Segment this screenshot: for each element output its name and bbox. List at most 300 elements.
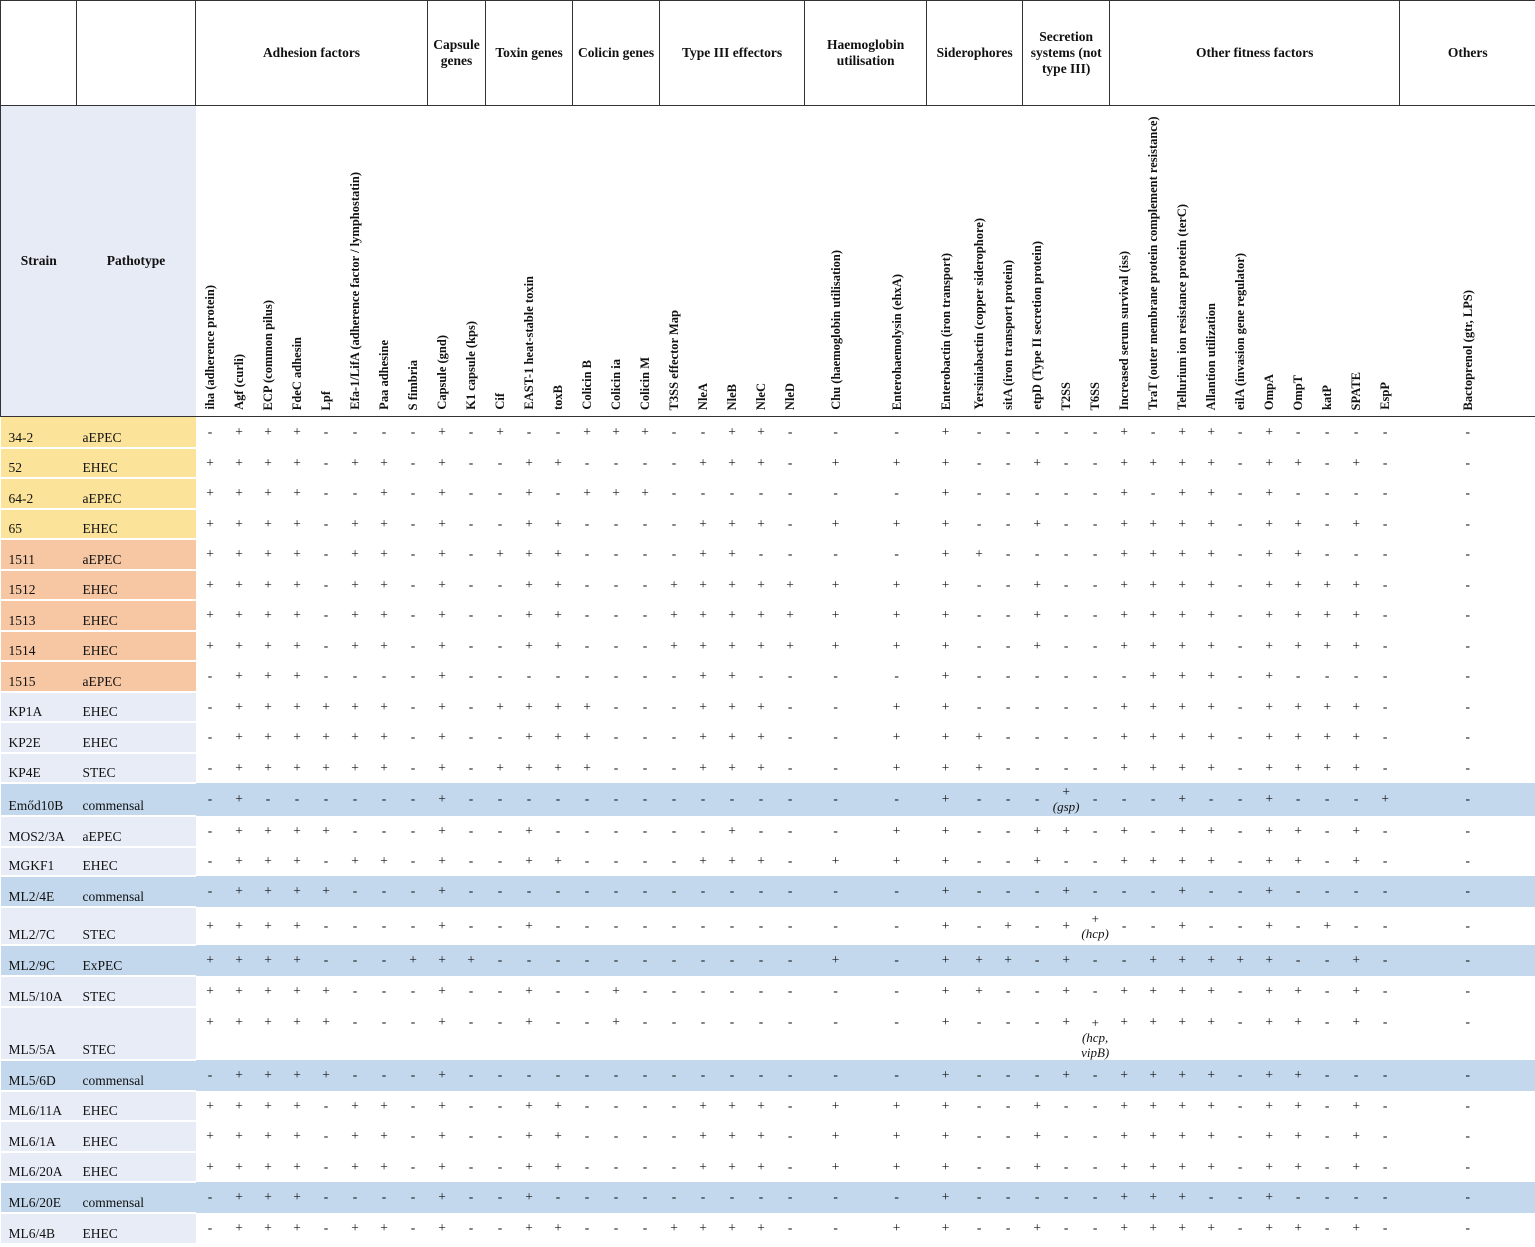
value-cell: + [525, 823, 533, 838]
value-cell: - [1371, 1182, 1400, 1213]
value-cell: - [758, 546, 764, 561]
value-cell: - [497, 454, 503, 470]
value-cell: - [1382, 759, 1388, 775]
value-cell: - [457, 876, 486, 907]
value-cell: + [525, 546, 533, 561]
gene-column-header [1023, 106, 1052, 417]
value-cell: + [927, 1060, 965, 1091]
value-cell: + [1178, 698, 1186, 714]
value-cell: - [894, 1013, 899, 1029]
value-cell: - [1237, 917, 1243, 933]
value-cell: + [1178, 853, 1186, 868]
value-cell: - [584, 917, 590, 933]
value-cell: - [555, 424, 561, 440]
value-cell: - [352, 485, 358, 500]
value-cell: - [671, 698, 677, 714]
value-cell: - [1092, 823, 1098, 838]
value-cell: + [941, 1158, 950, 1174]
gene-column-header [1284, 106, 1313, 417]
value-cell: - [381, 983, 387, 998]
value-cell: + [1149, 668, 1157, 683]
value-cell: + [941, 1128, 950, 1143]
value-cell: - [1465, 1158, 1470, 1174]
value-cell: - [573, 876, 602, 907]
value-cell: - [468, 454, 474, 470]
gene-label: EAST-1 heat-stable toxin [522, 276, 537, 410]
value-cell: + [1294, 823, 1302, 838]
value-cell: + [525, 1220, 533, 1235]
value-cell: - [1237, 853, 1243, 868]
value-cell: + [293, 637, 301, 653]
value-cell: + [892, 454, 901, 470]
value-cell: + [941, 546, 950, 561]
value-cell: + [351, 637, 359, 653]
value-cell: + [831, 607, 840, 622]
value-cell: - [1063, 576, 1069, 592]
value-cell: - [671, 983, 677, 998]
value-cell: + [699, 759, 707, 775]
value-cell: - [254, 783, 283, 816]
gene-label: SPATE [1349, 371, 1364, 410]
value-cell: - [573, 1060, 602, 1091]
value-cell: + [554, 698, 562, 714]
value-cell: + [554, 607, 562, 622]
value-cell: - [555, 668, 561, 683]
value-cell: - [976, 1158, 982, 1174]
value-cell: - [352, 983, 358, 998]
value-cell: + [1120, 454, 1128, 470]
value-cell: + [351, 1128, 359, 1143]
gene-label: T6SS [1088, 381, 1103, 410]
value-cell: + [554, 576, 562, 592]
value-cell: + [1207, 729, 1215, 744]
value-cell: + [699, 729, 707, 744]
value-cell: - [1465, 546, 1470, 561]
value-cell: + [941, 729, 950, 744]
pathotype-cell: aEPEC [77, 478, 196, 509]
value-cell: + [283, 945, 312, 976]
value-cell: + [1207, 607, 1215, 622]
value-cell: - [468, 1097, 474, 1113]
value-cell: + [1265, 546, 1273, 561]
value-cell: + [892, 698, 901, 714]
value-cell: - [613, 546, 619, 561]
value-cell: - [584, 454, 590, 470]
value-cell: + [264, 515, 272, 531]
pathotype-cell: EHEC [77, 509, 196, 539]
value-cell: + [1149, 637, 1157, 653]
value-cell: - [1092, 546, 1098, 561]
value-cell: + [264, 1158, 272, 1174]
value-cell: - [410, 698, 416, 714]
value-cell [1081, 907, 1110, 945]
value-cell: - [410, 1097, 416, 1113]
value-cell: + [293, 668, 301, 683]
value-cell: - [497, 637, 503, 653]
value-cell: - [1465, 729, 1470, 744]
value-cell: - [976, 576, 982, 592]
value-cell: - [1063, 1158, 1069, 1174]
value-cell: - [1313, 783, 1342, 816]
value-cell: - [370, 876, 399, 907]
table-row [1, 945, 1535, 976]
value-cell: - [410, 823, 416, 838]
table-row [1, 753, 1535, 783]
value-cell: + [1033, 1158, 1041, 1174]
value-cell: + [1120, 1097, 1128, 1113]
value-cell: - [1005, 823, 1011, 838]
value-cell: - [399, 1060, 428, 1091]
value-cell: - [1005, 1220, 1011, 1235]
gene-column-header [631, 106, 660, 417]
value-cell: - [468, 515, 474, 531]
value-cell: + [831, 515, 840, 531]
value-cell: - [1110, 945, 1139, 976]
value-cell: - [700, 424, 706, 440]
value-cell: - [1005, 607, 1011, 622]
value-cell: + [1352, 729, 1360, 744]
value-cell: + [1139, 1182, 1168, 1213]
value-cell: - [1237, 698, 1243, 714]
value-cell: + [612, 1013, 620, 1029]
value-cell: + [1265, 698, 1273, 714]
value-cell: + [583, 698, 591, 714]
value-cell: - [976, 1220, 982, 1235]
value-cell: - [833, 729, 838, 744]
value-cell: - [1150, 424, 1156, 440]
table-row [1, 448, 1535, 478]
table-row [1, 478, 1535, 509]
value-cell: - [468, 983, 474, 998]
value-cell: - [833, 1220, 838, 1235]
value-cell: + [525, 1013, 533, 1029]
value-cell: - [1092, 729, 1098, 744]
value-cell: + [293, 853, 301, 868]
value-cell: - [1295, 917, 1301, 933]
value-cell: - [207, 729, 213, 744]
pathotype-cell: EHEC [77, 847, 196, 876]
value-cell: - [1063, 424, 1069, 440]
value-cell: - [1295, 485, 1301, 500]
value-cell: - [1237, 485, 1243, 500]
value-cell: - [207, 668, 213, 683]
value-cell: - [1382, 1158, 1388, 1174]
value-cell: + [728, 853, 736, 868]
table-row [1, 847, 1535, 876]
value-cell: + [757, 576, 765, 592]
value-cell: - [1400, 1060, 1535, 1091]
value-cell: - [207, 1220, 213, 1235]
value-cell: - [976, 1013, 982, 1029]
value-cell: - [805, 1060, 867, 1091]
value-cell: + [235, 515, 243, 531]
value-cell: - [323, 637, 329, 653]
table-row [1, 1060, 1535, 1091]
gene-column-header [1110, 106, 1139, 417]
value-cell: - [689, 1182, 718, 1213]
value-cell: - [323, 1097, 329, 1113]
value-cell: - [1092, 668, 1098, 683]
value-cell: + [206, 515, 214, 531]
value-cell: + [1110, 1182, 1139, 1213]
value-cell: - [1353, 546, 1359, 561]
gene-column-header [457, 106, 486, 417]
value-cell: - [1324, 424, 1330, 440]
value-cell: - [1226, 1182, 1255, 1213]
value-cell: - [642, 1097, 648, 1113]
value-cell: + [457, 945, 486, 976]
value-cell: - [1382, 698, 1388, 714]
value-cell: - [584, 1158, 590, 1174]
value-cell: + [351, 546, 359, 561]
value-cell: + [1323, 698, 1331, 714]
gene-column-header [805, 106, 867, 417]
pathotype-cell: STEC [77, 753, 196, 783]
value-cell: + [1294, 698, 1302, 714]
gene-label: EspP [1378, 382, 1393, 410]
value-cell: - [555, 983, 561, 998]
value-cell: + [438, 637, 446, 653]
gene-column-header [254, 106, 283, 417]
value-cell: + [612, 983, 620, 998]
strain-cell: 65 [1, 509, 77, 539]
value-cell: - [468, 823, 474, 838]
value-cell: + [1120, 729, 1128, 744]
gene-label: Bactoprenol (gtr, LPS) [1460, 289, 1475, 410]
value-cell: - [1324, 1013, 1330, 1029]
value-cell: - [381, 917, 387, 933]
value-cell: - [787, 485, 793, 500]
value-cell: - [602, 1060, 631, 1091]
group-header: Haemoglobin utilisation [805, 1, 927, 106]
strain-cell: ML6/1A [1, 1121, 77, 1152]
value-cell: + [438, 917, 446, 933]
value-cell: - [758, 485, 764, 500]
gene-column-header [515, 106, 544, 417]
value-cell: - [613, 454, 619, 470]
value-cell: - [1382, 729, 1388, 744]
value-cell: - [787, 1158, 793, 1174]
value-cell: + [235, 1220, 243, 1235]
value-cell: + [235, 1097, 243, 1113]
value-cell: - [381, 668, 387, 683]
gene-label: Cif [493, 393, 508, 410]
value-cell: + [670, 1220, 678, 1235]
value-cell: - [497, 1097, 503, 1113]
value-cell: + [1207, 698, 1215, 714]
value-cell: + [757, 1097, 765, 1113]
value-cell: - [399, 876, 428, 907]
value-cell: - [894, 546, 899, 561]
value-cell: + [728, 1128, 736, 1143]
value-cell: - [497, 983, 503, 998]
value-cell: + [757, 853, 765, 868]
value-cell: - [515, 1060, 544, 1091]
value-cell: - [1005, 424, 1011, 440]
value-cell: - [1324, 668, 1330, 683]
value-cell: + [757, 637, 765, 653]
value-cell [1052, 783, 1081, 816]
value-cell: - [976, 424, 982, 440]
value-cell: + [428, 945, 457, 976]
value-cell: - [410, 668, 416, 683]
value-cell: + [1294, 454, 1302, 470]
value-cell: - [660, 1060, 689, 1091]
value-cell: + [1052, 1060, 1081, 1091]
value-cell: - [805, 876, 867, 907]
value-cell: - [976, 823, 982, 838]
value-cell: - [631, 783, 660, 816]
strain-cell: KP2E [1, 722, 77, 753]
value-cell: - [689, 1060, 718, 1091]
value-cell: - [323, 515, 329, 531]
value-cell: - [1034, 983, 1040, 998]
value-cell: + [293, 983, 301, 998]
value-cell: + [1120, 546, 1128, 561]
value-cell: - [787, 729, 793, 744]
value-cell: + [1120, 823, 1128, 838]
value-cell: + [264, 759, 272, 775]
value-cell: - [1081, 1060, 1110, 1091]
value-cell: + [941, 485, 950, 500]
value-cell: + [831, 1158, 840, 1174]
value-cell: - [1150, 917, 1156, 933]
value-cell: + [1149, 1220, 1157, 1235]
value-cell: - [1382, 1128, 1388, 1143]
value-cell: - [787, 1128, 793, 1143]
value-cell: - [787, 853, 793, 868]
value-cell: - [1081, 876, 1110, 907]
value-cell: - [323, 607, 329, 622]
value-cell: - [526, 424, 532, 440]
value-cell: - [976, 485, 982, 500]
table-row [1, 1091, 1535, 1121]
value-cell: - [613, 853, 619, 868]
value-cell: + [525, 515, 533, 531]
value-cell: - [1092, 454, 1098, 470]
value-cell: + [554, 729, 562, 744]
gene-label: Agf (curli) [232, 354, 246, 410]
pathotype-cell: EHEC [77, 1121, 196, 1152]
value-cell: + [1178, 1158, 1186, 1174]
value-cell: + [1294, 546, 1302, 561]
value-cell: + [1168, 945, 1197, 976]
value-cell: - [468, 853, 474, 868]
value-cell: - [1150, 485, 1156, 500]
value-cell: - [1324, 983, 1330, 998]
value-cell: + [438, 668, 446, 683]
value-cell: + [786, 637, 794, 653]
value-cell: - [207, 853, 213, 868]
value-cell: + [1255, 783, 1284, 816]
value-cell: + [1149, 515, 1157, 531]
value-cell: + [380, 1220, 388, 1235]
annotation-note: (gsp) [1052, 798, 1080, 814]
value-cell: + [322, 759, 330, 775]
value-cell: + [264, 1097, 272, 1113]
value-cell: - [671, 668, 677, 683]
value-cell: - [1382, 546, 1388, 561]
value-cell: + [892, 729, 901, 744]
value-cell: - [515, 945, 544, 976]
value-cell: - [410, 853, 416, 868]
value-cell: - [758, 917, 764, 933]
gene-column-header [1255, 106, 1284, 417]
table-row [1, 876, 1535, 907]
value-cell: + [1265, 853, 1273, 868]
value-cell: - [671, 515, 677, 531]
value-cell: + [1178, 1220, 1186, 1235]
value-cell: - [584, 983, 590, 998]
value-cell: + [927, 876, 965, 907]
value-cell: - [1237, 576, 1243, 592]
value-cell: + [1207, 853, 1215, 868]
value-cell: + [1149, 1158, 1157, 1174]
value-cell: - [642, 759, 648, 775]
value-cell: + [1149, 1013, 1157, 1029]
value-cell: + [757, 698, 765, 714]
value-cell: - [352, 917, 358, 933]
value-cell: + [438, 698, 446, 714]
gene-label: Capsule (gnd) [435, 335, 449, 410]
group-header: Adhesion factors [196, 1, 428, 106]
gene-column-header [1081, 106, 1110, 417]
value-cell: - [457, 783, 486, 816]
value-cell: + [757, 1220, 765, 1235]
value-cell: + [206, 454, 214, 470]
strain-cell: ML5/10A [1, 976, 77, 1007]
pathotype-cell: commensal [77, 1060, 196, 1091]
value-cell: - [1382, 1097, 1388, 1113]
value-cell: + [1120, 515, 1128, 531]
value-cell: + [1352, 983, 1360, 998]
value-cell: + [1178, 1097, 1186, 1113]
value-cell: - [1465, 1097, 1470, 1113]
value-cell: - [747, 783, 776, 816]
value-cell: - [965, 876, 994, 907]
value-cell: - [370, 1060, 399, 1091]
value-cell: + [728, 576, 736, 592]
value-cell: - [1063, 698, 1069, 714]
value-cell: - [613, 1128, 619, 1143]
gene-column-header [965, 106, 994, 417]
value-cell: - [370, 1182, 399, 1213]
value-cell: - [486, 1060, 515, 1091]
value-cell: - [515, 876, 544, 907]
value-cell: + [728, 424, 736, 440]
value-cell: - [370, 783, 399, 816]
value-cell: + [293, 424, 301, 440]
gene-label: K1 capsule (kps) [464, 321, 478, 410]
value-cell: + [496, 424, 504, 440]
value-cell: + [264, 424, 272, 440]
value-cell: - [642, 668, 648, 683]
value-cell: + [699, 607, 707, 622]
value-cell: - [776, 1060, 805, 1091]
value-cell: + [1265, 424, 1273, 440]
value-cell: + [892, 823, 901, 838]
value-cell: - [1092, 1158, 1098, 1174]
table-row [1, 692, 1535, 722]
value-cell: + [235, 1128, 243, 1143]
value-cell: - [1382, 1220, 1388, 1235]
value-cell: + [196, 945, 225, 976]
value-cell: - [631, 876, 660, 907]
pathotype-cell: EHEC [77, 1152, 196, 1182]
group-header: Other fitness factors [1110, 1, 1400, 106]
value-cell: - [1371, 876, 1400, 907]
value-cell: + [699, 1097, 707, 1113]
